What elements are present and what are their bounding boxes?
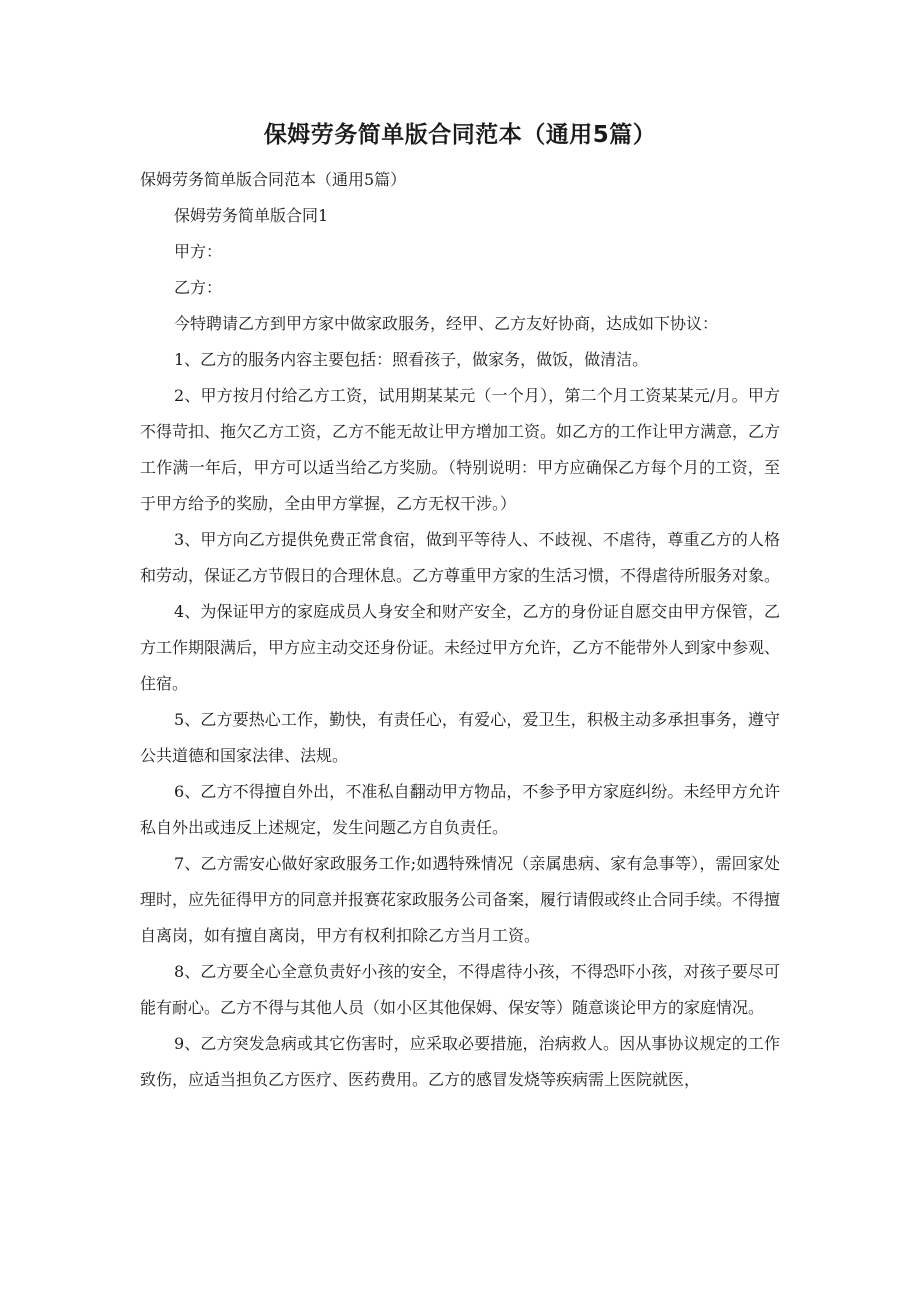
party-b-label: 乙方：: [174, 278, 223, 297]
document-subtitle: 保姆劳务简单版合同范本（通用5篇）: [140, 170, 407, 189]
contract-intro: 今特聘请乙方到甲方家中做家政服务，经甲、乙方友好协商，达成如下协议：: [174, 314, 719, 333]
clause-9: 9、乙方突发急病或其它伤害时，应采取必要措施，治病救人。因从事协议规定的工作致伤，应适当担负乙方医疗、医药费用。乙方的感冒发烧等疾病需上医院就医，: [140, 1034, 780, 1089]
clause-2: 2、甲方按月付给乙方工资，试用期某某元（一个月），第二个月工资某某元/月。甲方不得苛扣、拖欠乙方工资，乙方不能无故让甲方增加工资。如乙方的工作让甲方满意，乙方工作满一年后，甲方可以适当给乙方奖励。（特别说明：甲方应确保乙方每个月的工资，至于甲方给予的奖励，全由甲方掌握，乙方无权干涉。）: [140, 386, 781, 513]
clause-5: 5、乙方要热心工作，勤快，有责任心，有爱心，爱卫生，积极主动多承担事务，遵守公共道德和国家法律、法规。: [140, 710, 780, 765]
party-a-label: 甲方：: [174, 242, 223, 261]
clause-7: 7、乙方需安心做好家政服务工作;如遇特殊情况（亲属患病、家有急事等），需回家处理时，应先征得甲方的同意并报赛花家政服务公司备案，履行请假或终止合同手续。不得擅自离岗，如有擅自离岗，甲方有权利扣除乙方当月工资。: [140, 854, 781, 945]
document-title: 保姆劳务简单版合同范本（通用5篇）: [263, 122, 657, 148]
clause-4: 4、为保证甲方的家庭成员人身安全和财产安全，乙方的身份证自愿交由甲方保管，乙方工作期限满后，甲方应主动交还身份证。未经过甲方允许，乙方不能带外人到家中参观、住宿。: [140, 602, 781, 693]
clause-8: 8、乙方要全心全意负责好小孩的安全，不得虐待小孩，不得恐吓小孩，对孩子要尽可能有耐心。乙方不得与其他人员（如小区其他保姆、保安等）随意谈论甲方的家庭情况。: [140, 962, 780, 1017]
clause-3: 3、甲方向乙方提供免费正常食宿，做到平等待人、不歧视、不虐待，尊重乙方的人格和劳动，保证乙方节假日的合理休息。乙方尊重甲方家的生活习惯，不得虐待所服务对象。: [140, 530, 781, 585]
document-body: [140, 162, 780, 1098]
clause-6: 6、乙方不得擅自外出，不准私自翻动甲方物品，不参予甲方家庭纠纷。未经甲方允许私自外出或违反上述规定，发生问题乙方自负责任。: [140, 782, 780, 837]
clause-1: 1、乙方的服务内容主要包括：照看孩子，做家务，做饭，做清洁。: [174, 350, 649, 369]
contract-heading: 保姆劳务简单版合同1: [174, 206, 329, 225]
